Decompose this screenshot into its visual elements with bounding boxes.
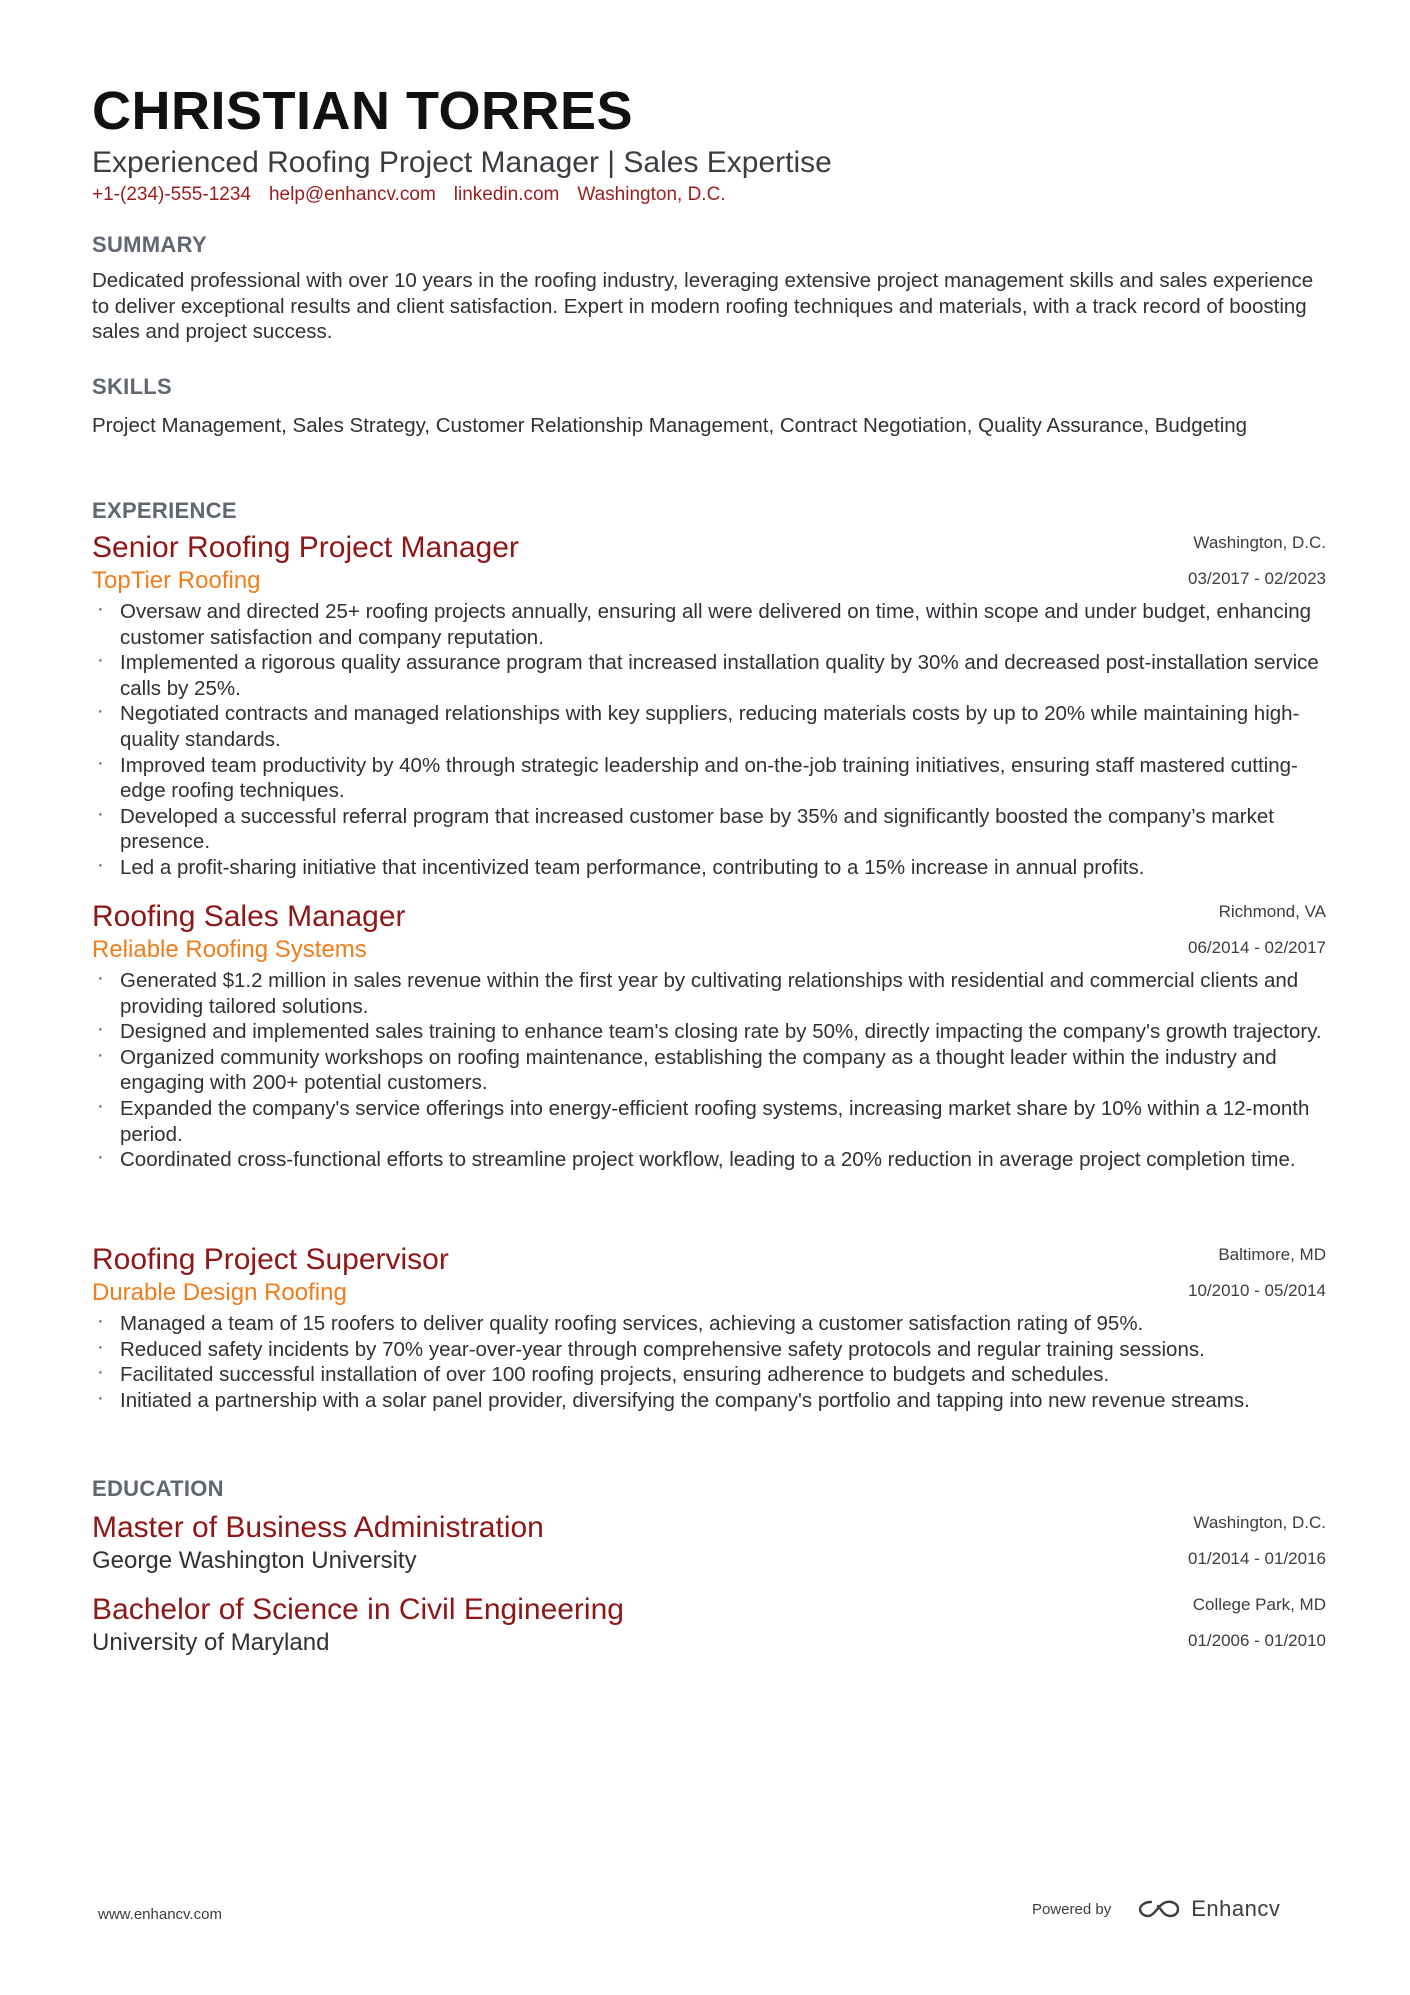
degree-title: Master of Business Administration bbox=[92, 1511, 544, 1544]
candidate-name: CHRISTIAN TORRES bbox=[92, 81, 634, 141]
job-dates: 10/2010 - 05/2014 bbox=[1187, 1281, 1326, 1300]
contact-info bbox=[92, 184, 744, 206]
bullet-item: · Oversaw and directed 25+ roofing projects annually, ensuring all were delivered on time, within scope and under budget, enhancing customer satisfaction and company reputation. bbox=[92, 599, 1326, 650]
job-location: Baltimore, MD bbox=[1218, 1245, 1326, 1264]
phone-link[interactable]: +1-(234)-555-1234 bbox=[92, 184, 251, 205]
bullet-item: · Improved team productivity by 40% through strategic leadership and on-the-job training initiatives, ensuring staff mastered cutting-edge roofing techniques. bbox=[92, 753, 1326, 804]
job-dates: 03/2017 - 02/2023 bbox=[1187, 569, 1326, 588]
enhancv-logo-icon bbox=[1137, 1897, 1183, 1921]
bullet-item: · Expanded the company's service offerings into energy-efficient roofing systems, increasing market share by 10% within a 12-month period. bbox=[92, 1096, 1326, 1147]
company-name: TopTier Roofing bbox=[92, 567, 261, 594]
job-title: Roofing Sales Manager bbox=[92, 900, 406, 933]
footer-powered-by[interactable] bbox=[1032, 1896, 1280, 1922]
education-location: College Park, MD bbox=[1192, 1595, 1326, 1614]
email-link[interactable]: help@enhancv.com bbox=[268, 184, 436, 205]
education-dates: 01/2014 - 01/2016 bbox=[1187, 1549, 1326, 1568]
job-bullets bbox=[92, 1311, 1326, 1413]
bullet-item: · Reduced safety incidents by 70% year-over-year through comprehensive safety protocols and regular training sessions. bbox=[92, 1337, 1326, 1363]
company-name: Reliable Roofing Systems bbox=[92, 936, 367, 963]
job-dates: 06/2014 - 02/2017 bbox=[1187, 938, 1326, 957]
experience-heading: EXPERIENCE bbox=[92, 498, 237, 523]
job-bullets bbox=[92, 599, 1326, 881]
brand-name: Enhancv bbox=[1191, 1896, 1281, 1921]
bullet-item: · Negotiated contracts and managed relationships with key suppliers, reducing materials costs by up to 20% while maintaining high-quality standards. bbox=[92, 701, 1326, 752]
skills-text: Project Management, Sales Strategy, Customer Relationship Management, Contract Negotiation, Quality Assurance, Budgeting bbox=[92, 414, 1248, 437]
bullet-item: · Developed a successful referral program that increased customer base by 35% and significantly boosted the company’s market presence. bbox=[92, 804, 1326, 855]
job-title: Roofing Project Supervisor bbox=[92, 1243, 449, 1276]
job-title: Senior Roofing Project Manager bbox=[92, 531, 519, 564]
bullet-item: · Coordinated cross-functional efforts to streamline project workflow, leading to a 20% reduction in average project completion time. bbox=[92, 1147, 1326, 1173]
education-location: Washington, D.C. bbox=[1193, 1513, 1326, 1532]
candidate-title: Experienced Roofing Project Manager | Sales Expertise bbox=[92, 146, 832, 179]
skills-heading: SKILLS bbox=[92, 374, 173, 399]
location-text: Washington, D.C. bbox=[577, 184, 726, 205]
job-bullets bbox=[92, 968, 1326, 1173]
summary-heading: SUMMARY bbox=[92, 232, 207, 257]
bullet-item: · Generated $1.2 million in sales revenue within the first year by cultivating relationships with residential and commercial clients and providing tailored solutions. bbox=[92, 968, 1326, 1019]
education-heading: EDUCATION bbox=[92, 1476, 224, 1501]
education-dates: 01/2006 - 01/2010 bbox=[1187, 1631, 1326, 1650]
footer-website-link[interactable]: www.enhancv.com bbox=[98, 1906, 222, 1923]
degree-title: Bachelor of Science in Civil Engineering bbox=[92, 1593, 624, 1626]
linkedin-link[interactable]: linkedin.com bbox=[453, 184, 560, 205]
school-name: University of Maryland bbox=[92, 1629, 330, 1656]
bullet-item: · Organized community workshops on roofing maintenance, establishing the company as a thought leader within the industry and engaging with 200+ potential customers. bbox=[92, 1045, 1326, 1096]
bullet-item: · Led a profit-sharing initiative that incentivized team performance, contributing to a 15% increase in annual profits. bbox=[92, 855, 1326, 881]
job-location: Richmond, VA bbox=[1218, 902, 1326, 921]
bullet-item: · Initiated a partnership with a solar panel provider, diversifying the company's portfolio and tapping into new revenue streams. bbox=[92, 1388, 1326, 1414]
education-entry bbox=[92, 1511, 1326, 1581]
bullet-item: · Facilitated successful installation of over 100 roofing projects, ensuring adherence to budgets and schedules. bbox=[92, 1362, 1326, 1388]
education-entry bbox=[92, 1593, 1326, 1663]
powered-by-label: Powered by bbox=[1032, 1900, 1112, 1918]
bullet-item: · Managed a team of 15 roofers to deliver quality roofing services, achieving a customer satisfaction rating of 95%. bbox=[92, 1311, 1326, 1337]
school-name: George Washington University bbox=[92, 1547, 417, 1574]
company-name: Durable Design Roofing bbox=[92, 1279, 347, 1306]
bullet-item: · Implemented a rigorous quality assurance program that increased installation quality by 30% and decreased post-installation service calls by 25%. bbox=[92, 650, 1326, 701]
job-location: Washington, D.C. bbox=[1193, 533, 1326, 552]
bullet-item: · Designed and implemented sales training to enhance team's closing rate by 50%, directly impacting the company's growth trajectory. bbox=[92, 1019, 1326, 1045]
summary-text: Dedicated professional with over 10 years in the roofing industry, leveraging extensive project management skills and sales experience to deliver exceptional results and client satisfaction. Expert in modern roofing techniques and materials, with a track record of boosting sales and project success. bbox=[92, 269, 1314, 344]
